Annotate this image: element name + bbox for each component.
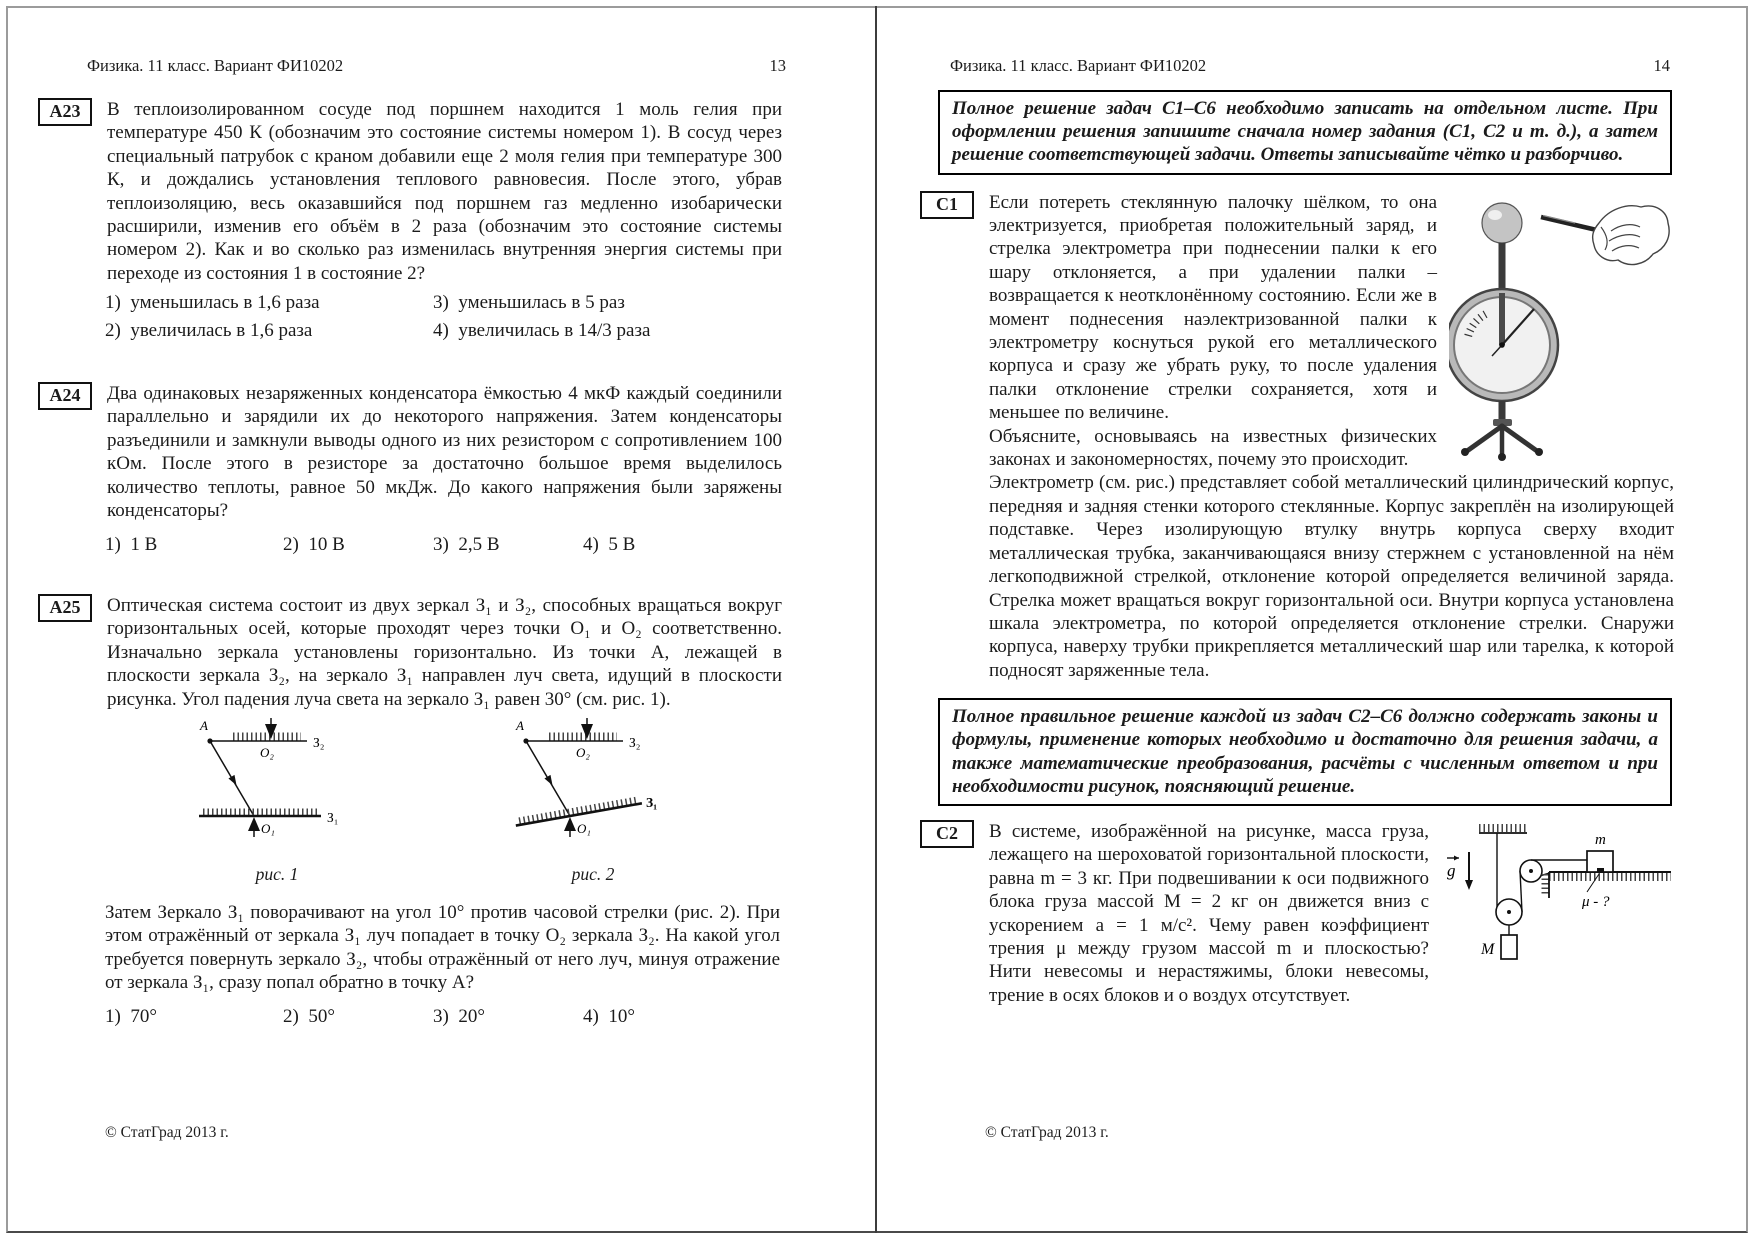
task-c1-text [989,191,1674,683]
label-M: M [1481,940,1495,958]
label-o2: O₂ [576,744,590,760]
movable-pulley-axle [1507,910,1511,914]
task-label-a24: А24 [38,382,92,410]
mirror2-pivot-icon [265,724,277,739]
instruction-box-c2: Полное правильное решение каждой из задач С2–С6 должно содержать законы и формулы, применение которых необходимо и достаточно для решения задачи, а также математические преобразования, расчёты с численным ответом и при необходимости рисунок, поясняющий решение. [938,698,1672,806]
task-c2 [920,820,1746,1007]
answer-option: 4) 5 В [583,533,636,555]
task-c2-text [989,820,1674,1007]
answer-option: 4) увеличилась в 14/3 раза [433,319,651,341]
tripod-foot [1498,453,1506,461]
fixed-pulley-axle [1529,869,1533,873]
answer-option: 2) 10 В [283,533,345,555]
label-m: m [1595,831,1606,848]
mirror-figures-row [197,717,875,885]
page-13 [8,8,875,1231]
label-z2: З₂ [629,734,641,750]
figure-caption: рис. 1 [255,863,299,884]
task-c1 [920,191,1746,683]
label-point-a: A [516,717,524,733]
task-a23 [38,98,875,285]
task-c2-paragraph: В системе, изображённой на рисунке, масса груза, лежащего на шероховатой горизонтальной плоскости, равна m = 3 кг. При подвешивании к оси подвижного блока груза массой M = 2 кг он движется вниз с ускорением a = 1 м/с². Чему равен коэффициент трения μ между грузом массой m и плоскостью? Нити невесомы и нерастяжимы, блоки невесомы, трение в осях блоков и о воздух отсутствует. [989,820,1429,1006]
answer-option: 1) уменьшилась в 1,6 раза [105,292,320,314]
task-a23-text: В теплоизолированном сосуде под поршнем находится 1 моль гелия при температуре 450 К (обозначим это состояние системы номером 1). В сосуд через специальный патрубок с краном добавили еще 2 моля гелия при температуре 300 К, и дождались установления теплового равновесия. После этого, убрав теплоизоляцию, весь оказавшийся под поршнем газ медленно изобарически расширили, изменив его объём в 2 раза (обозначим это состояние системы номером 2). Как и во сколько раз изменилась внутренняя энергия системы при переходе из состояния 1 в состояние 2? [107,99,782,284]
task-label-a25: А25 [38,594,92,622]
task-a25 [38,594,875,711]
figure-caption: рис. 2 [571,863,615,884]
answer-option: 3) 2,5 В [433,533,500,555]
task-a24-answers [105,533,875,556]
mirror2-pivot-icon [581,724,593,739]
footer-copyright: © СтатГрад 2013 г. [985,1124,1109,1141]
header-title: Физика. 11 класс. Вариант ФИ10202 [950,56,1207,75]
inner-tube [1499,293,1505,345]
tripod-foot [1461,448,1469,456]
task-a25-answers [105,1005,875,1028]
page-header [950,56,1670,76]
pulley-system-drawing [1439,820,1674,970]
ball-highlight [1488,210,1502,220]
label-o2: O₂ [260,744,274,760]
task-c1-paragraph-2: Объясните, основываясь на известных физических законах и закономерностях, почему это происходит. [989,425,1437,471]
mirror-figure-2 [513,717,673,885]
mirror-figure-1-drawing [197,717,357,843]
tripod-legs [1467,426,1537,456]
instruction-box-c1: Полное решение задач С1–С6 необходимо записать на отдельном листе. При оформлении решения запишите сначала номер задания (С1, С2 и т. д.), а затем решение соответствующей задачи. Ответы записывайте чётко и разборчиво. [938,90,1672,175]
label-o1: O₁ [577,820,591,836]
task-label-c2: С2 [920,820,974,848]
page-number: 14 [1653,56,1670,75]
pulley-system-figure [1439,820,1674,970]
label-z2: З₂ [313,734,325,750]
task-a24 [38,382,875,522]
mirror-figure-1 [197,717,357,885]
mu-leader-line [1587,874,1599,892]
mirror1-hatching [519,800,637,821]
task-a25-text-after: Затем Зеркало З₁ поворачивают на угол 10° против часовой стрелки (рис. 2). При этом отражённый от зеркала З₁ луч попадает в точку O₂ зеркала З₂. На какой угол требуется повернуть зеркало З₂, чтобы отражённый от него луч, минуя отражение от зеркала З₁, сразу попал обратно в точку A? [105,901,780,994]
g-vector-arrow-icon [1454,855,1459,860]
task-a24-text: Два одинаковых незаряженных конденсатора ёмкостью 4 мкФ каждый соединили параллельно и зарядили их до некоторого напряжения. Затем конденсаторы разъединили и замкнули выводы одного из них резистором с сопротивлением 100 кОм. После этого в резисторе за достаточно большое время выделилось количество теплоты, равное 50 мкДж. До какого напряжения были заряжены конденсаторы? [107,383,782,522]
stand-rod [1499,401,1506,419]
label-point-a: A [200,717,208,733]
needle-pivot [1499,342,1505,348]
electrometer-figure [1449,193,1674,465]
task-c1-paragraph-1: Если потереть стеклянную палочку шёлком, то она электризуется, приобретая положительный заряд, и стрелка электрометра при поднесении палки к его шару отклоняется, а при удалении палки – возвращается к неотклонённому состоянию. Если же в момент поднесения наэлектризованной палки к электрометру коснуться рукой его металлического корпуса и сразу же убрать руку, то после удаления палки отклонение стрелки сохраняется, хотя и меньшее по величине. [989,191,1437,424]
answer-option: 3) уменьшилась в 5 раз [433,292,625,314]
tripod-foot [1535,448,1543,456]
task-label-c1: С1 [920,191,974,219]
answer-option: 1) 70° [105,1005,157,1027]
label-z1: З₁ [646,794,658,810]
task-a25-text: Оптическая система состоит из двух зеркал З₁ и З₂, способных вращаться вокруг горизонтальных осей, которые проходят через точки O₁ и O₂ соответственно. Изначально зеркала установлены горизонтально. Из точки A, лежащей в плоскости зеркала З₂, на зеркало З₁ направлен луч света, идущий в плоскости рисунка. Угол падения луча света на зеркало З₁ равен 30° (см. рис. 1). [107,594,782,710]
header-title: Физика. 11 класс. Вариант ФИ10202 [87,56,344,75]
page-14 [877,8,1746,1231]
answer-option: 4) 10° [583,1005,635,1027]
task-c1-paragraph-3: Электрометр (см. рис.) представляет собой металлический цилиндрический корпус, передняя и задняя стенки которого стеклянные. Корпус закреплён на изолирующей подставке. Через изолирующую втулку внутрь корпуса сверху входит металлическая трубка, заканчивающаяся внизу стержнем с установленной на нём легкоподвижной стрелкой, отклонение которой определяется величиной заряда. Стрелка может вращаться вокруг горизонтальной оси. Внутри корпуса установлена шкала электрометра, по которой определяется отклонение стрелки. Снаружи корпуса, наверху трубки прикрепляется металлический шар или тарелка, к которой подносят заряженные тела. [989,472,1674,681]
answer-option: 1) 1 В [105,533,158,555]
electrometer-ball [1482,203,1522,243]
friction-contact-mark [1597,868,1604,873]
block-M [1501,935,1517,959]
label-mu: μ - ? [1582,893,1610,910]
electrometer-drawing [1449,193,1674,465]
answer-option: 3) 20° [433,1005,485,1027]
mirror-figure-2-drawing [513,717,673,843]
answer-option: 2) увеличилась в 1,6 раза [105,319,313,341]
page-header [87,56,786,76]
page-number: 13 [769,56,786,75]
mirror1-pivot-icon [564,817,576,831]
label-o1: O₁ [261,820,275,836]
g-down-arrow-head [1465,880,1473,890]
footer-copyright: © СтатГрад 2013 г. [105,1124,229,1141]
task-label-a23: А23 [38,98,92,126]
mirror1-pivot-icon [248,817,260,831]
glass-rod [1541,217,1601,231]
electrometer-rod [1499,243,1506,293]
label-z1: З₁ [327,809,339,825]
answer-option: 2) 50° [283,1005,335,1027]
task-a23-answers [105,291,875,342]
label-g: g [1447,860,1456,880]
